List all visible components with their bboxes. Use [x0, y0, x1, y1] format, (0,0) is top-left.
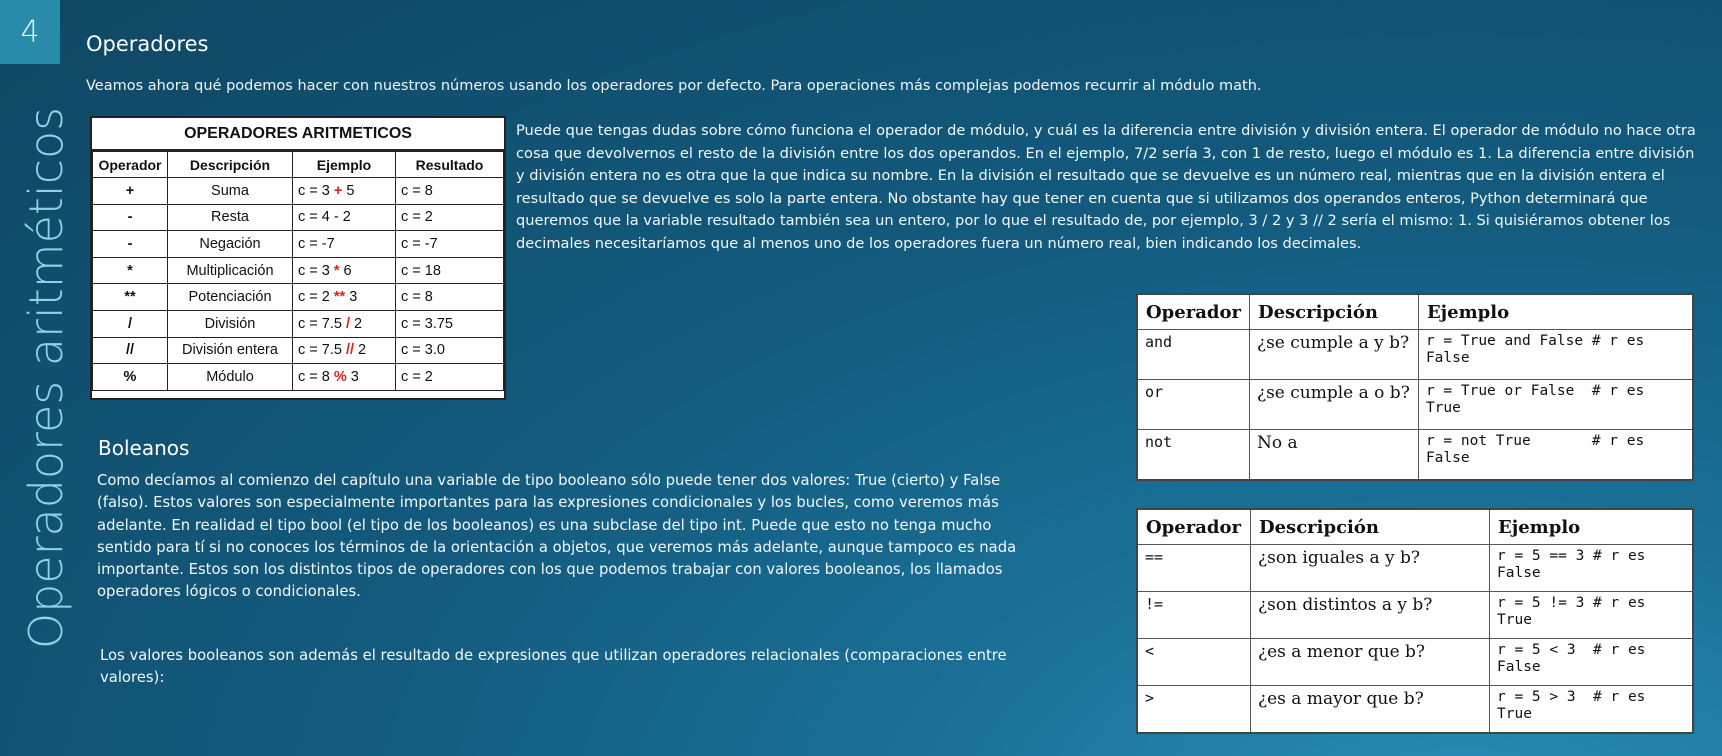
- description-cell: ¿se cumple a o b?: [1249, 380, 1418, 430]
- example-cell: [293, 310, 396, 337]
- result-cell: c = 3.75: [396, 310, 504, 337]
- operator-cell: +: [93, 178, 168, 205]
- example-cell: [293, 364, 396, 391]
- description-cell: Potenciación: [168, 284, 293, 311]
- example-right: 2: [350, 315, 363, 332]
- example-left: c = 3: [298, 262, 334, 279]
- slide-number: 4: [0, 0, 60, 64]
- page-title: Operadores: [86, 32, 209, 56]
- table-row: [93, 284, 504, 311]
- example-left: c = 4 - 2: [298, 209, 351, 226]
- example-cell: r = True or False # r es True: [1418, 380, 1693, 430]
- arith-header-ejemplo: Ejemplo: [293, 152, 396, 178]
- operator-cell: -: [93, 204, 168, 231]
- section-title-booleanos: Boleanos: [98, 436, 190, 460]
- arith-header-descripcion: Descripción: [168, 152, 293, 178]
- operator-cell: ==: [1137, 545, 1251, 592]
- table-row: [1137, 592, 1693, 639]
- rel-header-ejemplo: Ejemplo: [1490, 509, 1694, 545]
- example-cell: [293, 231, 396, 258]
- table-row: [1137, 686, 1693, 733]
- table-row: [93, 204, 504, 231]
- result-cell: c = 18: [396, 257, 504, 284]
- example-cell: [293, 284, 396, 311]
- description-cell: Resta: [168, 204, 293, 231]
- rel-header-descripcion: Descripción: [1251, 509, 1490, 545]
- operator-cell: <: [1137, 639, 1251, 686]
- example-left: c = 8: [298, 368, 334, 385]
- operator-cell: *: [93, 257, 168, 284]
- result-cell: c = 2: [396, 204, 504, 231]
- description-cell: ¿es a mayor que b?: [1251, 686, 1490, 733]
- operator-cell: **: [93, 284, 168, 311]
- description-cell: ¿son distintos a y b?: [1251, 592, 1490, 639]
- example-cell: r = not True # r es False: [1418, 430, 1693, 480]
- logic-header-descripcion: Descripción: [1249, 294, 1418, 330]
- arith-header-operador: Operador: [93, 152, 168, 178]
- description-cell: Multiplicación: [168, 257, 293, 284]
- example-left: c = 7.5: [298, 342, 346, 359]
- table-row: [93, 257, 504, 284]
- operator-cell: //: [93, 337, 168, 364]
- description-cell: Suma: [168, 178, 293, 205]
- example-cell: r = 5 == 3 # r es False: [1490, 545, 1694, 592]
- result-cell: c = 8: [396, 284, 504, 311]
- operator-cell: not: [1137, 430, 1249, 480]
- example-operator: **: [333, 289, 346, 306]
- example-operator: %: [333, 368, 347, 385]
- description-cell: ¿se cumple a y b?: [1249, 330, 1418, 380]
- operator-cell: -: [93, 231, 168, 258]
- example-right: 2: [354, 342, 367, 359]
- example-cell: [293, 204, 396, 231]
- vertical-section-title: Operadores aritméticos: [19, 106, 73, 650]
- example-left: c = 7.5: [298, 315, 346, 332]
- operator-cell: and: [1137, 330, 1249, 380]
- table-row: [1137, 545, 1693, 592]
- rel-header-operador: Operador: [1137, 509, 1251, 545]
- operator-cell: or: [1137, 380, 1249, 430]
- description-cell: División: [168, 310, 293, 337]
- table-row: [93, 337, 504, 364]
- description-cell: Módulo: [168, 364, 293, 391]
- example-right: 6: [339, 262, 352, 279]
- example-right: 3: [346, 368, 359, 385]
- example-operator: //: [345, 342, 355, 359]
- table-row: [93, 364, 504, 391]
- description-cell: Negación: [168, 231, 293, 258]
- result-cell: c = -7: [396, 231, 504, 258]
- logic-header-operador: Operador: [1137, 294, 1249, 330]
- logic-header-ejemplo: Ejemplo: [1418, 294, 1693, 330]
- operator-cell: >: [1137, 686, 1251, 733]
- description-cell: ¿son iguales a y b?: [1251, 545, 1490, 592]
- example-left: c = -7: [298, 235, 335, 252]
- table-row: [1137, 430, 1693, 480]
- operator-cell: /: [93, 310, 168, 337]
- example-right: 3: [345, 289, 358, 306]
- operator-cell: %: [93, 364, 168, 391]
- example-operator: *: [333, 262, 340, 279]
- arithmetic-operators-table: [90, 116, 506, 400]
- example-operator: +: [333, 182, 343, 199]
- intro-text: Veamos ahora qué podemos hacer con nuestros números usando los operadores por defecto. Para operaciones más complejas podemos recurrir al módulo math.: [86, 78, 1262, 94]
- table-row: [1137, 330, 1693, 380]
- result-cell: c = 8: [396, 178, 504, 205]
- example-cell: r = True and False # r es False: [1418, 330, 1693, 380]
- example-left: c = 2: [298, 289, 334, 306]
- example-cell: r = 5 > 3 # r es True: [1490, 686, 1694, 733]
- table-row: [93, 231, 504, 258]
- description-cell: División entera: [168, 337, 293, 364]
- example-cell: [293, 337, 396, 364]
- example-right: 5: [342, 182, 355, 199]
- table-row: [93, 310, 504, 337]
- modulo-explanation: Puede que tengas dudas sobre cómo funciona el operador de módulo, y cuál es la diferencia entre división y división entera. El operador de módulo no hace otra cosa que devolvernos el resto de la división entre los dos operandos. En el ejemplo, 7/2 sería 3, con 1 de resto, luego el módulo es 1. La diferencia entre división y división entera no es otra que la que indica su nombre. En la división el resultado que se devuelve es un número real, mientras que en la división entera el resultado que se devuelve es solo la parte entera. No obstante hay que tener en cuenta que si utilizamos dos operandos enteros, Python determinará que queremos que la variable resultado también sea un entero, por lo que el resultado de, por ejemplo, 3 / 2 y 3 // 2 sería el mismo: 1. Si quisiéramos obtener los decimales necesitaríamos que al menos uno de los operadores fuera un número real, bien indicando los decimales.: [516, 122, 1696, 252]
- description-cell: ¿es a menor que b?: [1251, 639, 1490, 686]
- result-cell: c = 3.0: [396, 337, 504, 364]
- table-row: [1137, 380, 1693, 430]
- logical-operators-table: [1136, 293, 1694, 481]
- operator-cell: !=: [1137, 592, 1251, 639]
- example-cell: [293, 178, 396, 205]
- example-cell: [293, 257, 396, 284]
- table-row: [1137, 639, 1693, 686]
- booleans-paragraph: Como decíamos al comienzo del capítulo una variable de tipo booleano sólo puede tener dos valores: True (cierto) y False (falso). Estos valores son especialmente importantes para las expresiones condicionales y los bucles, como veremos más adelante. En realidad el tipo bool (el tipo de los booleanos) es una subclase del tipo int. Puede que esto no tenga mucho sentido para tí si no conoces los términos de la orientación a objetos, que veremos más adelante, aunque tampoco es nada importante. Estos son los distintos tipos de operadores con los que podemos trabajar con valores booleanos, los llamados operadores lógicos o condicionales.: [97, 472, 1017, 601]
- arith-header-resultado: Resultado: [396, 152, 504, 178]
- description-cell: No a: [1249, 430, 1418, 480]
- example-operator: /: [345, 315, 350, 332]
- example-cell: r = 5 < 3 # r es False: [1490, 639, 1694, 686]
- result-cell: c = 2: [396, 364, 504, 391]
- relational-operators-table: [1136, 508, 1694, 734]
- relational-paragraph: Los valores booleanos son además el resultado de expresiones que utilizan operadores relacionales (comparaciones entre valores):: [100, 647, 1007, 687]
- example-left: c = 3: [298, 182, 334, 199]
- table-row: [93, 178, 504, 205]
- example-cell: r = 5 != 3 # r es True: [1490, 592, 1694, 639]
- arithmetic-table-caption: OPERADORES ARITMETICOS: [92, 118, 504, 151]
